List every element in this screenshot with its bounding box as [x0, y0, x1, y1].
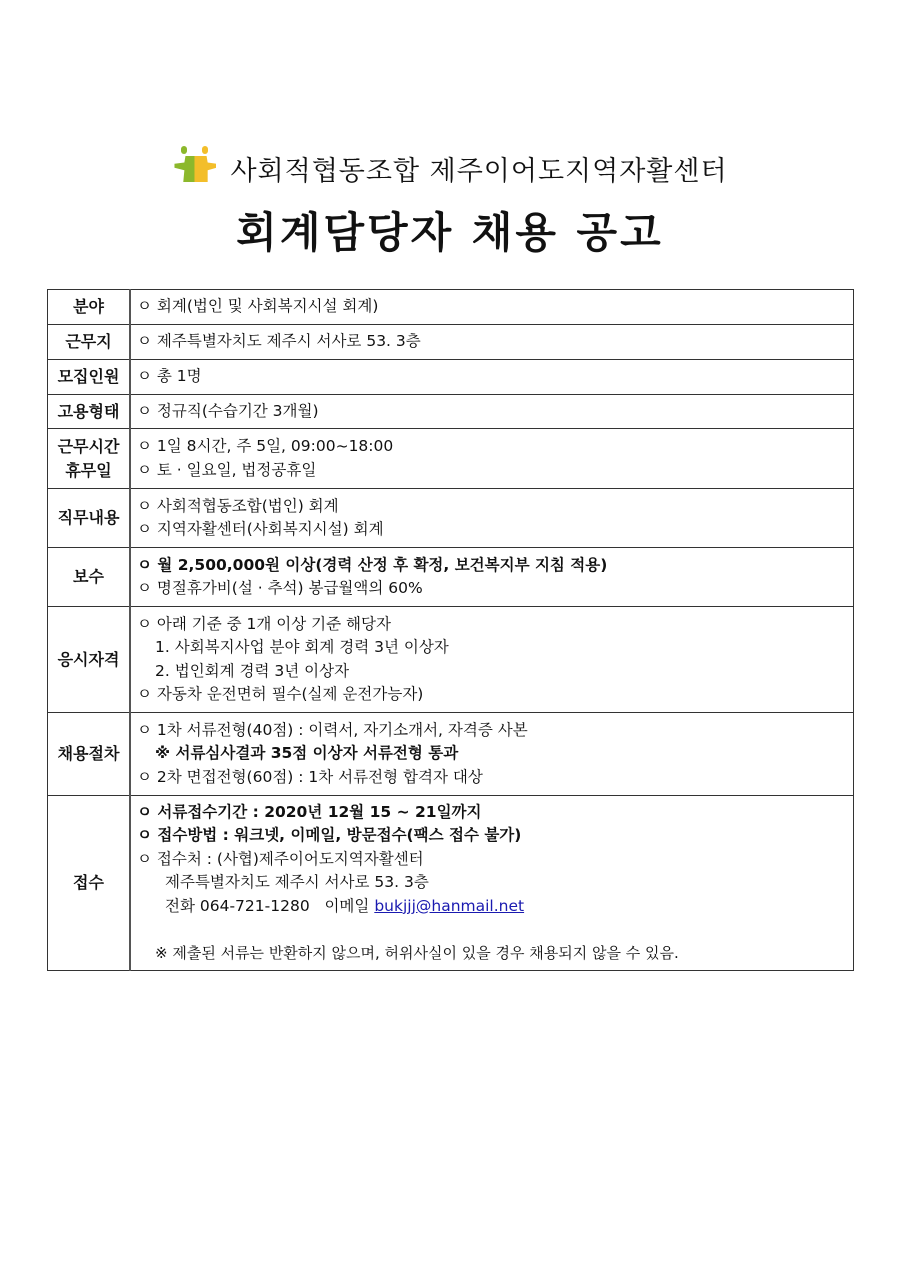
row-label: 응시자격	[48, 607, 131, 713]
row-line: 제주특별자치도 제주시 서사로 53. 3층	[165, 873, 429, 891]
row-employment-type	[48, 395, 854, 429]
row-line: ㅇ 2차 면접전형(60점) : 1차 서류전형 합격자 대상	[137, 767, 483, 786]
row-line: ㅇ 1일 8시간, 주 5일, 09:00~18:00	[137, 437, 394, 455]
row-line: ※ 서류심사결과 35점 이상자 서류전형 통과	[155, 744, 459, 763]
job-posting-table	[47, 289, 854, 971]
notice-line: ※ 제출된 서류는 반환하지 않으며, 허위사실이 있을 경우 채용되지 않을 수 있음.	[155, 944, 679, 962]
row-line: ㅇ 월 2,500,000원 이상(경력 산정 후 확정, 보건복지부 지침 적용)	[137, 555, 608, 574]
row-location	[48, 325, 854, 360]
row-label-2: 휴무일	[65, 460, 112, 480]
row-process	[48, 713, 854, 796]
row-qualifications	[48, 607, 854, 713]
row-value: ㅇ 제주특별자치도 제주시 서사로 53. 3층	[130, 325, 854, 360]
row-label: 근무시간	[57, 437, 120, 456]
row-label: 모집인원	[48, 360, 131, 395]
row-label: 보수	[48, 548, 131, 607]
row-line: 2. 법인회계 경력 3년 이상자	[155, 661, 350, 680]
row-value: ㅇ 정규직(수습기간 3개월)	[130, 395, 854, 429]
row-line: ㅇ 서류접수기간 : 2020년 12월 15 ~ 21일까지	[137, 802, 482, 821]
row-line: 1. 사회복지사업 분야 회계 경력 3년 이상자	[155, 638, 449, 656]
row-label: 근무지	[48, 325, 131, 360]
row-line: ㅇ 자동차 운전면허 필수(실제 운전가능자)	[137, 685, 424, 703]
row-line: ㅇ 사회적협동조합(법인) 회계	[137, 496, 339, 515]
org-logo-icon	[172, 146, 216, 184]
org-name: 사회적협동조합 제주이어도지역자활센터	[230, 156, 728, 187]
row-line: ㅇ 명절휴가비(설 · 추석) 봉급월액의 60%	[137, 579, 423, 597]
row-salary	[48, 548, 854, 607]
org-header	[0, 146, 900, 188]
row-label: 분야	[48, 290, 131, 325]
row-hours	[48, 429, 854, 489]
row-field	[48, 290, 854, 325]
row-line: ㅇ 아래 기준 중 1개 이상 기준 해당자	[137, 614, 391, 633]
row-duties	[48, 489, 854, 548]
row-label: 고용형태	[48, 395, 131, 429]
row-line: ㅇ 접수방법 : 워크넷, 이메일, 방문접수(팩스 접수 불가)	[137, 826, 522, 844]
row-line: ㅇ 지역자활센터(사회복지시설) 회계	[137, 520, 384, 538]
email-link[interactable]: bukjjj@hanmail.net	[374, 896, 525, 915]
row-headcount	[48, 360, 854, 395]
row-label: 접수	[48, 796, 131, 971]
row-application	[48, 796, 854, 971]
row-value: ㅇ 총 1명	[130, 360, 854, 395]
phone-line: 전화 064-721-1280 이메일	[165, 896, 375, 915]
row-line: ㅇ 1차 서류전형(40점) : 이력서, 자기소개서, 자격증 사본	[137, 720, 528, 739]
row-line: ㅇ 토 · 일요일, 법정공휴일	[137, 460, 317, 479]
row-label: 채용절차	[48, 713, 131, 796]
row-value: ㅇ 회계(법인 및 사회복지시설 회계)	[130, 290, 854, 325]
row-line: ㅇ 접수처 : (사협)제주이어도지역자활센터	[137, 849, 424, 868]
row-label: 직무내용	[48, 489, 131, 548]
page-title: 회계담당자 채용 공고	[236, 208, 664, 257]
